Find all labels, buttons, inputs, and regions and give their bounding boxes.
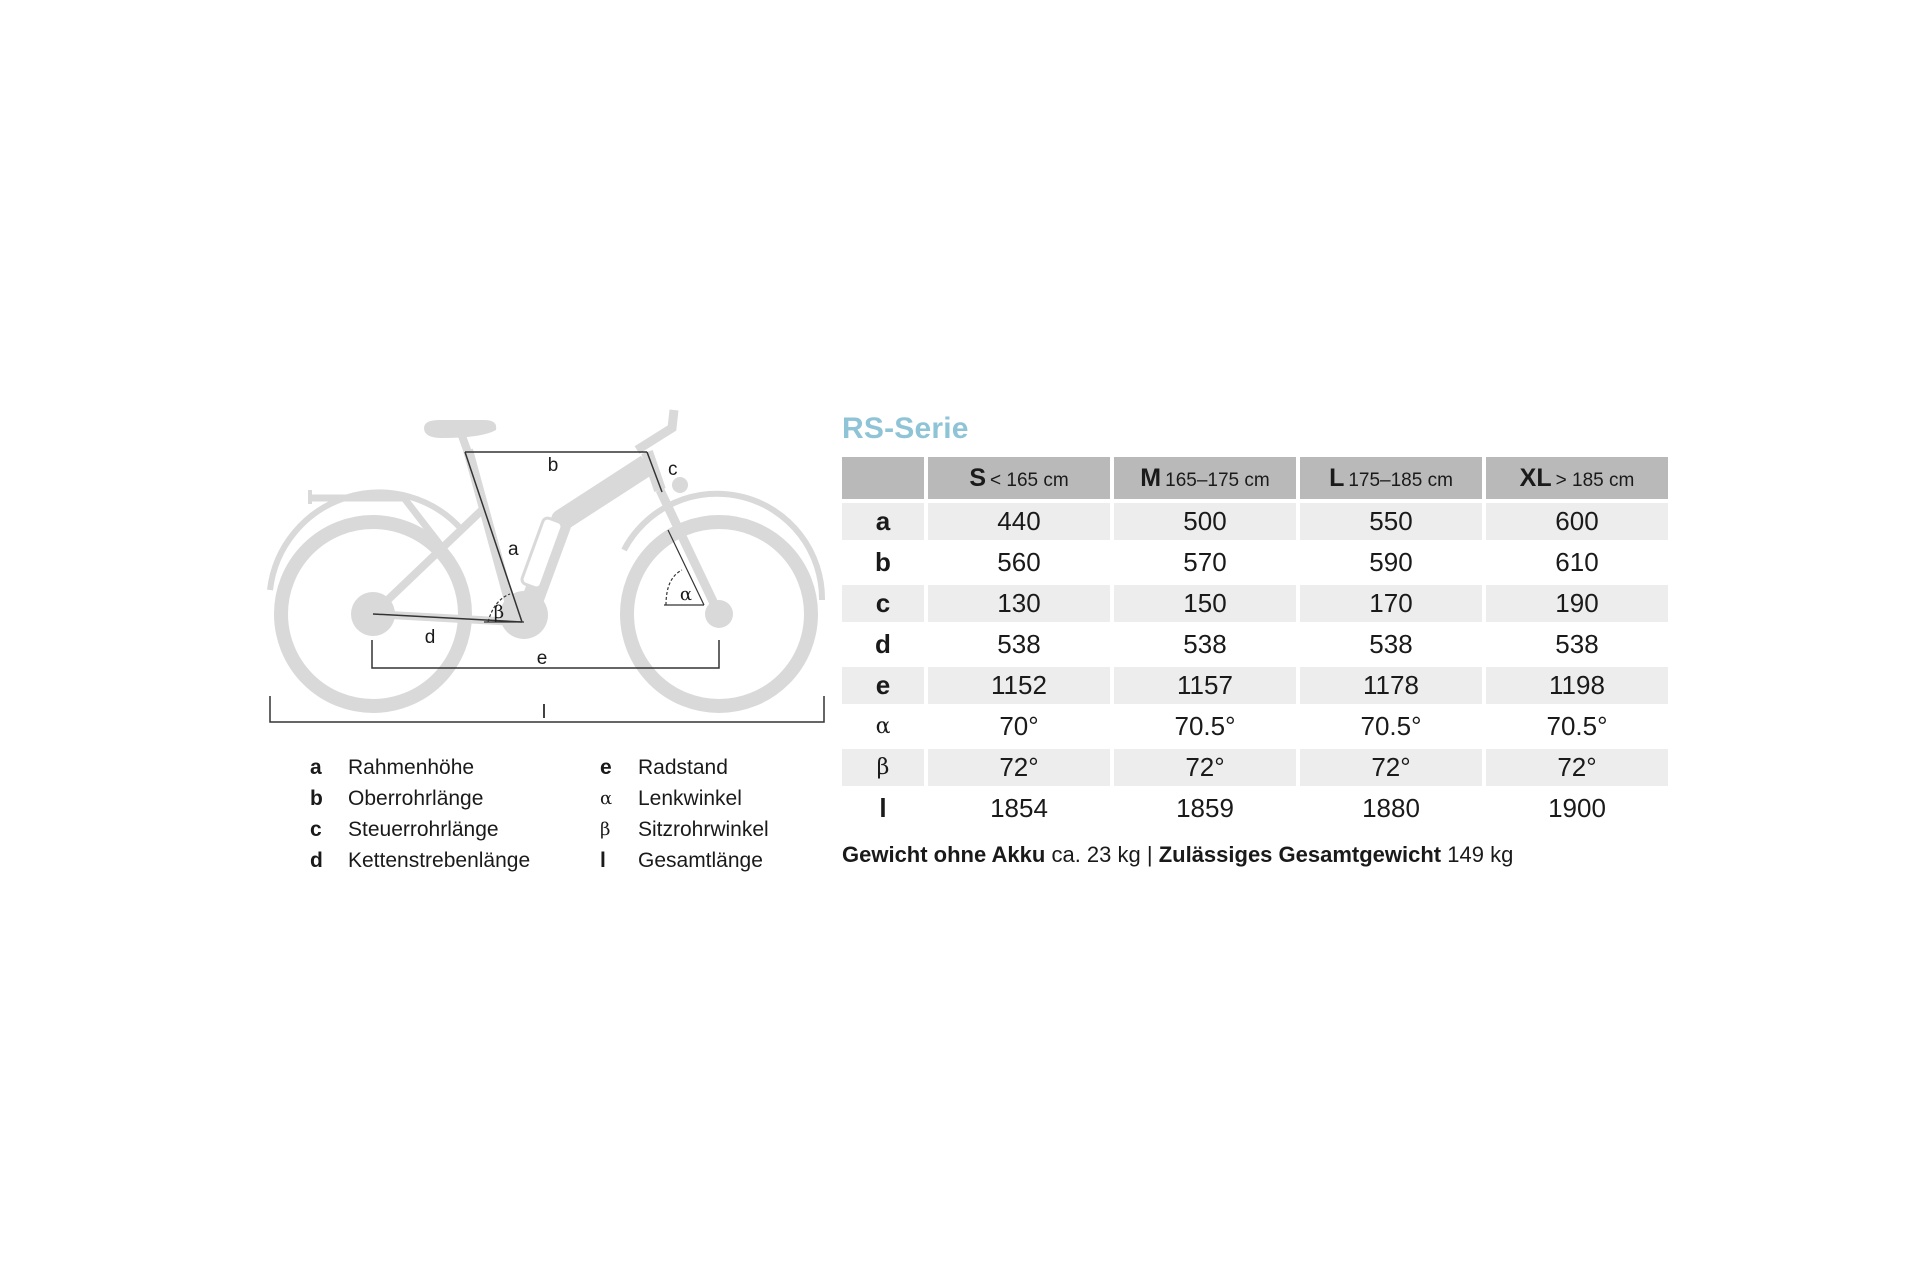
legend-label: Rahmenhöhe xyxy=(348,755,475,779)
table-cell: 130 xyxy=(928,585,1110,622)
geometry-table xyxy=(838,453,1672,831)
table-cell: 570 xyxy=(1114,544,1296,581)
legend-item xyxy=(600,783,769,814)
label-alpha: α xyxy=(679,584,693,605)
size-letter: XL xyxy=(1519,463,1552,492)
legend-key: l xyxy=(600,848,606,872)
label-b: b xyxy=(547,455,559,476)
legend-item xyxy=(310,783,530,814)
weight-note xyxy=(842,842,1513,868)
legend-key: e xyxy=(600,755,612,779)
size-letter: S xyxy=(969,463,986,492)
table-cell: 1178 xyxy=(1300,667,1482,704)
table-cell: 72° xyxy=(928,749,1110,786)
weight-separator: | xyxy=(1146,842,1153,867)
table-cell: 610 xyxy=(1486,544,1668,581)
legend-label: Gesamtlänge xyxy=(638,848,763,872)
legend-label: Sitzrohrwinkel xyxy=(638,817,769,841)
table-cell: 538 xyxy=(928,626,1110,663)
table-cell: 70.5° xyxy=(1114,708,1296,745)
legend-item xyxy=(600,752,769,783)
handlebar xyxy=(637,410,674,450)
table-cell: 150 xyxy=(1114,585,1296,622)
table-cell: 550 xyxy=(1300,503,1482,540)
table-row xyxy=(842,585,1668,622)
size-header-m xyxy=(1114,457,1296,499)
size-letter: M xyxy=(1140,463,1162,492)
table-cell: 538 xyxy=(1300,626,1482,663)
row-key: c xyxy=(842,585,924,622)
table-cell: 170 xyxy=(1300,585,1482,622)
table-cell: 70.5° xyxy=(1300,708,1482,745)
table-row xyxy=(842,749,1668,786)
table-cell: 190 xyxy=(1486,585,1668,622)
weight-value: ca. 23 kg xyxy=(1051,842,1141,867)
size-header-l xyxy=(1300,457,1482,499)
table-cell: 72° xyxy=(1300,749,1482,786)
table-header-row xyxy=(842,457,1668,499)
table-cell: 72° xyxy=(1114,749,1296,786)
size-range: 165–175 cm xyxy=(1165,469,1270,491)
total-weight-label: Zulässiges Gesamtgewicht xyxy=(1158,842,1442,867)
legend-item xyxy=(600,845,769,876)
table-cell: 600 xyxy=(1486,503,1668,540)
table-row xyxy=(842,708,1668,745)
table-cell: 538 xyxy=(1486,626,1668,663)
legend-item xyxy=(310,752,530,783)
size-range: 175–185 cm xyxy=(1348,469,1453,491)
table-cell: 72° xyxy=(1486,749,1668,786)
table-cell: 1152 xyxy=(928,667,1110,704)
table-cell: 440 xyxy=(928,503,1110,540)
legend-key: α xyxy=(600,788,613,809)
row-key: l xyxy=(842,790,924,827)
row-key: d xyxy=(842,626,924,663)
motor xyxy=(500,591,548,639)
row-key: a xyxy=(842,503,924,540)
table-cell: 1859 xyxy=(1114,790,1296,827)
size-range: < 165 cm xyxy=(990,469,1069,491)
legend-key: d xyxy=(310,848,323,872)
row-key: β xyxy=(842,749,924,786)
legend-label: Steuerrohrlänge xyxy=(348,817,499,841)
row-key: b xyxy=(842,544,924,581)
table-cell: 538 xyxy=(1114,626,1296,663)
table-row xyxy=(842,790,1668,827)
legend-label: Lenkwinkel xyxy=(638,786,742,810)
legend-label: Oberrohrlänge xyxy=(348,786,484,810)
size-header-xl xyxy=(1486,457,1668,499)
series-title: RS-Serie xyxy=(842,412,969,445)
table-cell: 1198 xyxy=(1486,667,1668,704)
legend-item xyxy=(310,845,530,876)
legend-label: Kettenstrebenlänge xyxy=(348,848,531,872)
saddle xyxy=(424,420,496,438)
table-row xyxy=(842,626,1668,663)
total-weight-value: 149 kg xyxy=(1447,842,1514,867)
table-cell: 1854 xyxy=(928,790,1110,827)
weight-label: Gewicht ohne Akku xyxy=(842,842,1046,867)
measure-a-line xyxy=(465,452,522,622)
table-cell: 560 xyxy=(928,544,1110,581)
table-cell: 1880 xyxy=(1300,790,1482,827)
label-a: a xyxy=(508,539,519,560)
bike-geometry-diagram xyxy=(262,400,832,740)
table-row xyxy=(842,667,1668,704)
row-key: e xyxy=(842,667,924,704)
table-cell: 70° xyxy=(928,708,1110,745)
table-cell: 70.5° xyxy=(1486,708,1668,745)
table-row xyxy=(842,503,1668,540)
legend-label: Radstand xyxy=(638,755,728,779)
table-row xyxy=(842,544,1668,581)
legend-item xyxy=(600,814,769,845)
bike-illustration xyxy=(262,400,832,740)
legend-item xyxy=(310,814,530,845)
size-range: > 185 cm xyxy=(1555,469,1635,491)
table-cell: 500 xyxy=(1114,503,1296,540)
label-d: d xyxy=(424,627,436,648)
row-key: α xyxy=(842,708,924,745)
legend-key: β xyxy=(600,819,611,840)
size-letter: L xyxy=(1329,463,1345,492)
legend-column-2 xyxy=(600,752,769,876)
table-cell: 590 xyxy=(1300,544,1482,581)
seat-tube xyxy=(468,450,515,622)
label-e: e xyxy=(536,648,548,669)
table-corner-cell xyxy=(842,457,924,499)
legend-key: c xyxy=(310,817,322,841)
legend-column-1 xyxy=(310,752,530,876)
label-l: l xyxy=(541,702,547,723)
table-cell: 1157 xyxy=(1114,667,1296,704)
legend-key: b xyxy=(310,786,323,810)
label-beta: β xyxy=(493,602,505,623)
size-header-s xyxy=(928,457,1110,499)
table-cell: 1900 xyxy=(1486,790,1668,827)
label-c: c xyxy=(668,459,678,480)
legend-key: a xyxy=(310,755,322,779)
